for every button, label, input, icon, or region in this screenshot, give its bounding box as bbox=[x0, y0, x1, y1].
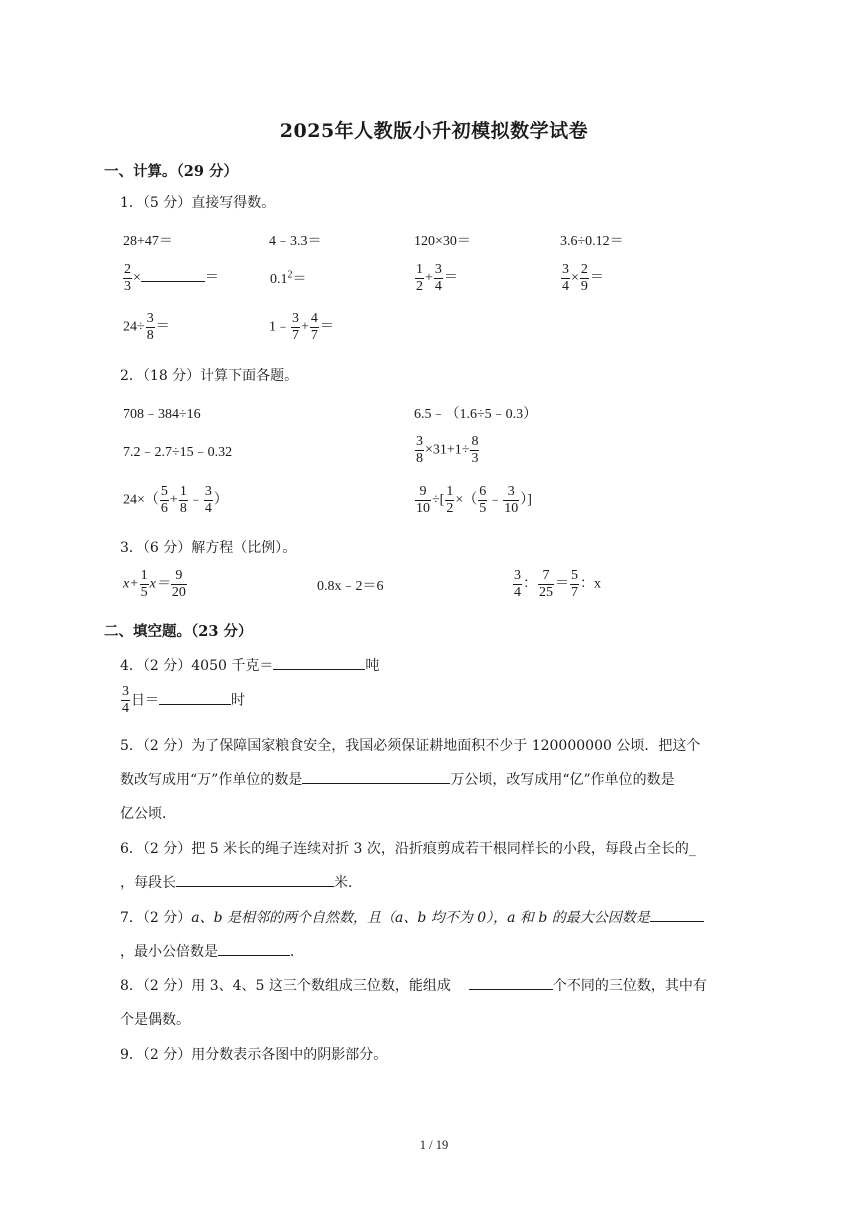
answer-blank[interactable] bbox=[218, 941, 290, 956]
question-7-line-2: ，最小公倍数是 ． bbox=[120, 941, 304, 961]
q2-item-b: 6.5﹣（1.6÷5﹣0.3） bbox=[414, 407, 538, 422]
question-7-line-1: 7．（2 分）a、b 是相邻的两个自然数，且（a、b 均不为 0），a 和 b 的最大公因数是 bbox=[120, 907, 704, 927]
answer-blank[interactable] bbox=[650, 907, 704, 922]
question-5-line-1: 5．（2 分）为了保障国家粮食安全，我国必须保证耕地面积不少于 120000000 公顷．把这个 bbox=[120, 738, 701, 754]
q3-item-a: x+ $\frac{1}{5}$ x＝ $\frac{9}{20}$ bbox=[123, 568, 186, 600]
q1-item-f: $0.1^2=$ bbox=[270, 269, 307, 287]
q1-item-c: 120×30＝ bbox=[414, 234, 471, 249]
answer-blank[interactable] bbox=[273, 655, 365, 670]
q2-item-c: 7.2﹣2.7÷15﹣0.32 bbox=[123, 445, 233, 460]
page-title: 2025年人教版小升初模拟数学试卷 bbox=[279, 120, 589, 142]
question-5-line-3: 亿公顷． bbox=[120, 806, 176, 822]
answer-blank[interactable] bbox=[141, 267, 205, 282]
q1-item-a: 28+47＝ bbox=[123, 234, 173, 249]
section-heading-calculation: 一、计算。（29 分） bbox=[104, 163, 238, 180]
q2-item-f: $\frac{9}{10}$ ÷[ $\frac{1}{2}$ ×（ $\frac{6}{5}$ ﹣ $\frac{3}{10}$ ）] bbox=[416, 484, 532, 516]
question-6-line-2: ，每段长 米． bbox=[120, 872, 362, 892]
q1-item-d: 3.6÷0.12＝ bbox=[560, 234, 624, 249]
fraction: $\frac{2}{3}$ bbox=[124, 262, 131, 294]
answer-blank[interactable] bbox=[469, 975, 553, 990]
question-5-line-2: 数改写成用“万”作单位的数是 万公顷，改写成用“亿”作单位的数是 bbox=[120, 769, 675, 789]
question-4-line-2: $\frac{3}{4}$ 日＝ 时 bbox=[122, 684, 245, 716]
q3-item-b: 0.8x﹣2＝6 bbox=[317, 579, 384, 594]
question-3-header: 3．（6 分）解方程（比例）。 bbox=[120, 540, 297, 556]
question-4-line-1: 4．（2 分）4050 千克＝ 吨 bbox=[120, 655, 379, 675]
section-heading-fill-blanks: 二、填空题。（23 分） bbox=[104, 623, 253, 640]
q1-item-b: 4﹣3.3＝ bbox=[269, 234, 322, 249]
question-8-line-2: 个是偶数。 bbox=[120, 1012, 190, 1028]
answer-blank[interactable] bbox=[159, 690, 231, 705]
q1-item-e: $\frac{2}{3}$ × ＝ bbox=[124, 262, 219, 294]
q2-item-e: 24×（ $\frac{5}{6}$ + $\frac{1}{8}$ ﹣ $\frac{3}{4}$ ） bbox=[123, 484, 228, 516]
answer-blank[interactable] bbox=[176, 872, 334, 887]
answer-blank[interactable] bbox=[302, 769, 450, 784]
q2-item-a: 708﹣384÷16 bbox=[123, 407, 201, 422]
question-9-line-1: 9．（2 分）用分数表示各图中的阴影部分。 bbox=[120, 1047, 388, 1063]
question-2-header: 2．（18 分）计算下面各题。 bbox=[120, 368, 299, 384]
question-1-header: 1．（5 分）直接写得数。 bbox=[120, 195, 276, 211]
page-number: 1 / 19 bbox=[419, 1138, 449, 1152]
q1-item-i: 24÷ $\frac{3}{8}$ ＝ bbox=[123, 311, 170, 343]
question-8-line-1: 8．（2 分）用 3、4、5 这三个数组成三位数，能组成 个不同的三位数，其中有 bbox=[120, 975, 707, 995]
q1-item-g: $\frac{1}{2}$ + $\frac{3}{4}$ ＝ bbox=[416, 262, 458, 294]
q3-item-c: $\frac{3}{4}$ ： $\frac{7}{25}$ ＝ $\frac{5}{7}$ ：x bbox=[514, 568, 601, 600]
q2-item-d: $\frac{3}{8}$ ×31+1÷ $\frac{8}{3}$ bbox=[416, 434, 479, 466]
question-6-line-1: 6．（2 分）把 5 米长的绳子连续对折 3 次，沿折痕剪成若干根同样长的小段，每段占全长的_ bbox=[120, 841, 696, 857]
q1-item-j: 1﹣ $\frac{3}{7}$ + $\frac{4}{7}$ ＝ bbox=[269, 311, 334, 343]
q1-item-h: $\frac{3}{4}$ × $\frac{2}{9}$ ＝ bbox=[562, 262, 604, 294]
